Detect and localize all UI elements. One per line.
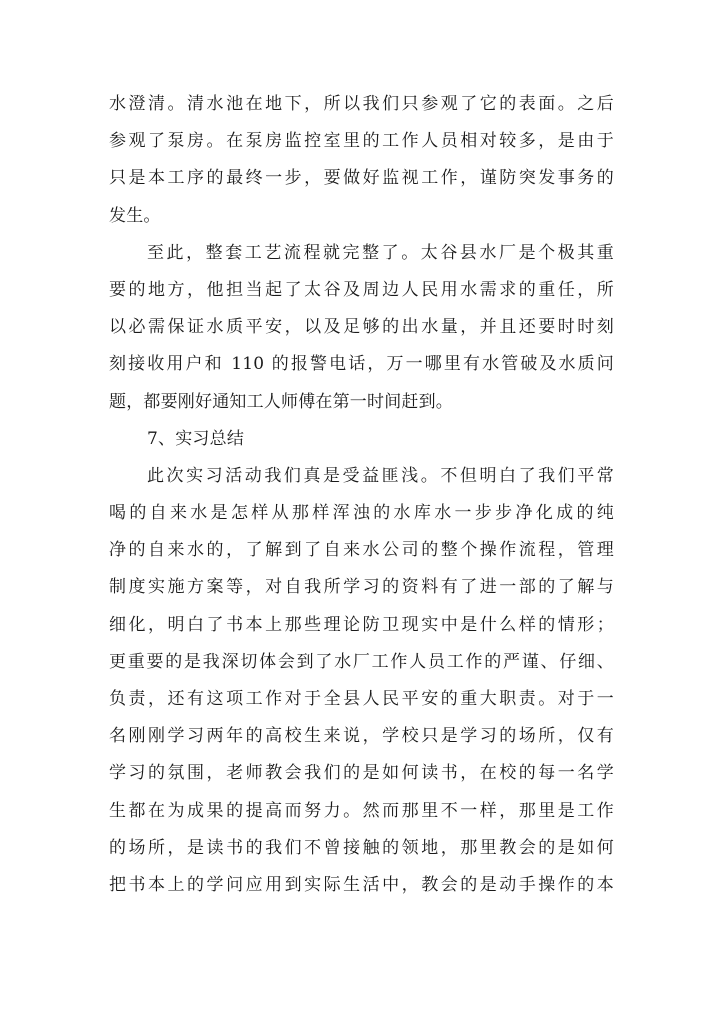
text-line: 生都在为成果的提高而努力。然而那里不一样，那里是工作 [109,800,614,821]
text-line: 制度实施方案等，对自我所学习的资料有了进一部的了解与 [109,577,614,598]
text-line: 名刚刚学习两年的高校生来说，学校只是学习的场所，仅有 [109,726,614,747]
text-line: 负责，还有这项工作对于全县人民平安的重大职责。对于一 [109,689,614,709]
text-line: 此次实习活动我们真是受益匪浅。不但明白了我们平常 [147,465,614,486]
text-line: 要的地方，他担当起了太谷及周边人民用水需求的重任，所 [109,279,614,300]
text-line: 以必需保证水质平安，以及足够的出水量，并且还要时时刻 [109,317,614,338]
text-line: 净的自来水的，了解到了自来水公司的整个操作流程，管理 [109,540,614,561]
text-line: 水澄清。清水池在地下，所以我们只参观了它的表面。之后 [109,94,614,114]
text-line: 把书本上的学问应用到实际生活中，教会的是动手操作的本 [109,874,614,895]
text-line: 细化，明白了书本上那些理论防卫现实中是什么样的情形； [109,614,614,635]
text-line: 参观了泵房。在泵房监控室里的工作人员相对较多，是由于 [109,131,614,152]
text-line: 题，都要刚好通知工人师傅在第一时间赶到。 [109,391,453,412]
section-heading: 7、实习总结 [147,428,245,449]
text-line: 至此，整套工艺流程就完整了。太谷县水厂是个极其重 [147,242,614,263]
text-line: 更重要的是我深切体会到了水厂工作人员工作的严谨、仔细、 [109,651,614,672]
text-line: 的场所，是读书的我们不曾接触的领地，那里教会的是如何 [109,837,614,858]
text-line: 发生。 [109,205,161,226]
text-line: 刻接收用户和 110 的报警电话，万一哪里有水管破及水质问 [109,354,614,375]
document-body [109,86,614,904]
text-line: 只是本工序的最终一步，要做好监视工作，谨防突发事务的 [109,168,614,189]
text-line: 喝的自来水是怎样从那样浑浊的水库水一步步净化成的纯 [109,503,614,524]
text-line: 学习的氛围，老师教会我们的是如何读书，在校的每一名学 [109,763,614,784]
